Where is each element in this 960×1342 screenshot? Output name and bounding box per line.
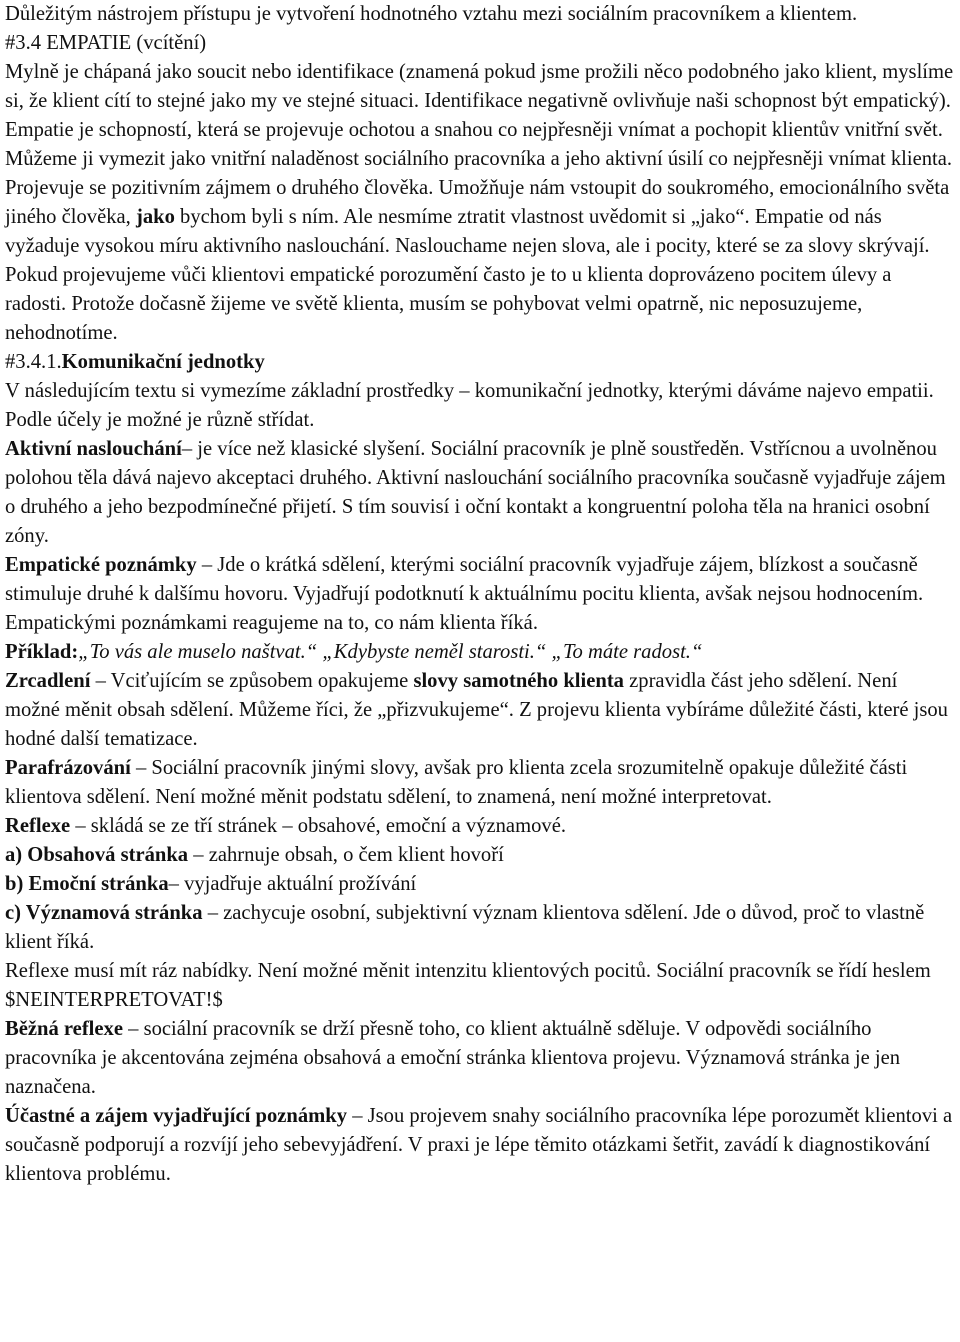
text-example: „To vás ale muselo naštvat.“ „Kdybyste neměl starosti.“ „To máte radost.“ xyxy=(78,641,703,663)
term-reflex-b: b) Emoční stránka xyxy=(5,873,169,895)
term-example: Příklad: xyxy=(5,641,79,663)
item-paraphrasing xyxy=(5,754,955,812)
item-common-reflex xyxy=(5,1015,955,1102)
text-mirroring-2: zpravidla část jeho sdělení. Není možné měnit obsah sdělení. Můžeme říci, že „přizvukujeme“. Z projevu klienta vybíráme důležité části, které jsou hodné další tematizace. xyxy=(5,670,948,750)
subsection-number: #3.4.1. xyxy=(5,351,62,373)
item-reflex-c xyxy=(5,899,955,957)
text-active-listening: – je více než klasické slyšení. Sociální pracovník je plně soustředěn. Vstřícnou a uvolněnou polohou těla dává najevo akceptaci druhého. Aktivní naslouchání sociálního pracovníka současně vyjadřuje zájem o druhého a jeho bezpodmínečné přijetí. S tím souvisí i oční kontakt a kongruentní poloha těla na hranici osobní zóny. xyxy=(5,438,946,547)
empathy-paragraph xyxy=(5,58,955,348)
mirroring-emphasis: slovy samotného klienta xyxy=(413,670,624,692)
text-paraphrasing: – Sociální pracovník jinými slovy, avšak pro klienta zcela srozumitelně opakuje důležité části klientova sdělení. Není možné měnit podstatu sdělení, to znamená, není možné interpretovat. xyxy=(5,757,908,808)
term-reflex-c: c) Významová stránka xyxy=(5,902,203,924)
text-common-reflex: – sociální pracovník se drží přesně toho, co klient aktuálně sděluje. V odpovědi sociálního pracovníka je akcentována zejména obsahová a emoční stránka klientova projevu. Významová stránka je jen naznačena. xyxy=(5,1018,901,1098)
intro-text: Důležitým nástrojem přístupu je vytvoření hodnotného vztahu mezi sociálním pracovníkem a klientem. xyxy=(5,3,858,25)
subsection-intro-text: V následujícím textu si vymezíme základní prostředky – komunikační jednotky, kterými dáváme najevo empatii. Podle účely je možné je různě střídat. xyxy=(5,380,934,431)
term-active-listening: Aktivní naslouchání xyxy=(5,438,182,460)
term-empathic-notes: Empatické poznámky xyxy=(5,554,197,576)
item-reflex-a xyxy=(5,841,955,870)
intro-paragraph xyxy=(5,0,955,29)
empathy-text-part1: Mylně je chápaná jako soucit nebo identifikace (znamená pokud jsme prožili něco podobného jako klient, myslíme si, že klient cítí to stejné jako my ve stejné situaci. Identifikace negativně ovlivňuje naši schopnost být empatický). Empatie je schopností, která se projevuje ochotou a snahou co nejpřesněji vnímat a pochopit klientův vnitřní svět. Můžeme ji vymezit jako vnitřní naladěnost sociálního pracovníka a jeho aktivní úsilí co nejpřesněji vnímat klienta. Projevuje se pozitivním zájmem o druhého člověka. Umožňuje nám vstoupit do soukromého, emocionálního světa jiného člověka, xyxy=(5,61,954,228)
item-reflex-b xyxy=(5,870,955,899)
reflex-note xyxy=(5,957,955,1015)
text-empathic-notes: – Jde o krátká sdělení, kterými sociální pracovník vyjadřuje zájem, blízkost a současně stimuluje druhé k dalšímu hovoru. Vyjadřují podotknutí k aktuálnímu pocitu klienta, avšak nejsou hodnocením. Empatickými poznámkami reagujeme na to, co nám klienta říká. xyxy=(5,554,924,634)
term-reflex: Reflexe xyxy=(5,815,71,837)
term-common-reflex: Běžná reflexe xyxy=(5,1018,123,1040)
text-reflex-b: – vyjadřuje aktuální prožívání xyxy=(168,873,417,895)
item-participating-notes xyxy=(5,1102,955,1189)
text-reflex-c: – zachycuje osobní, subjektivní význam klientova sdělení. Jde o důvod, proč to vlastně klient říká. xyxy=(5,902,925,953)
item-example xyxy=(5,638,955,667)
term-reflex-a: a) Obsahová stránka xyxy=(5,844,189,866)
item-empathic-notes xyxy=(5,551,955,638)
reflex-note-text: Reflexe musí mít ráz nabídky. Není možné měnit intenzitu klientových pocitů. Sociální pracovník se řídí heslem $NEINTERPRETOVAT!$ xyxy=(5,960,931,1011)
item-active-listening xyxy=(5,435,955,551)
subsection-title: Komunikační jednotky xyxy=(61,351,265,373)
empathy-text-part2: bychom byli s ním. Ale nesmíme ztratit vlastnost uvědomit si „jako“. Empatie od nás vyžaduje vysokou míru aktivního naslouchání. Naslouchame nejen slova, ale i pocity, které se za slovy skrývají. Pokud projevujeme vůči klientovi empatické porozumění často je to u klienta doprovázeno pocitem úlevy a radosti. Protože dočasně žijeme ve světě klienta, musím se pohybovat velmi opatrně, nic neposuzujeme, nehodnotíme. xyxy=(5,206,930,344)
item-reflex xyxy=(5,812,955,841)
subsection-heading xyxy=(5,348,955,377)
subsection-intro xyxy=(5,377,955,435)
item-mirroring xyxy=(5,667,955,754)
text-mirroring-1: – Vciťujícím se způsobem opakujeme xyxy=(95,670,409,692)
term-participating-notes: Účastné a zájem vyjadřující poznámky xyxy=(5,1105,348,1127)
text-reflex: – skládá se ze tří stránek – obsahové, emoční a významové. xyxy=(75,815,566,837)
term-mirroring: Zrcadlení xyxy=(5,670,91,692)
text-participating-notes: – Jsou projevem snahy sociálního pracovníka lépe porozumět klientovi a současně podporují a rozvíjí jeho sebevyjádření. V praxi je lépe těmito otázkami šetřit, zavádí k diagnostikování klientova problému. xyxy=(5,1105,953,1185)
term-paraphrasing: Parafrázování xyxy=(5,757,131,779)
text-reflex-a: – zahrnuje obsah, o čem klient hovoří xyxy=(193,844,504,866)
section-heading: #3.4 EMPATIE (vcítění) xyxy=(5,32,207,54)
empathy-emphasis: jako xyxy=(135,206,175,228)
